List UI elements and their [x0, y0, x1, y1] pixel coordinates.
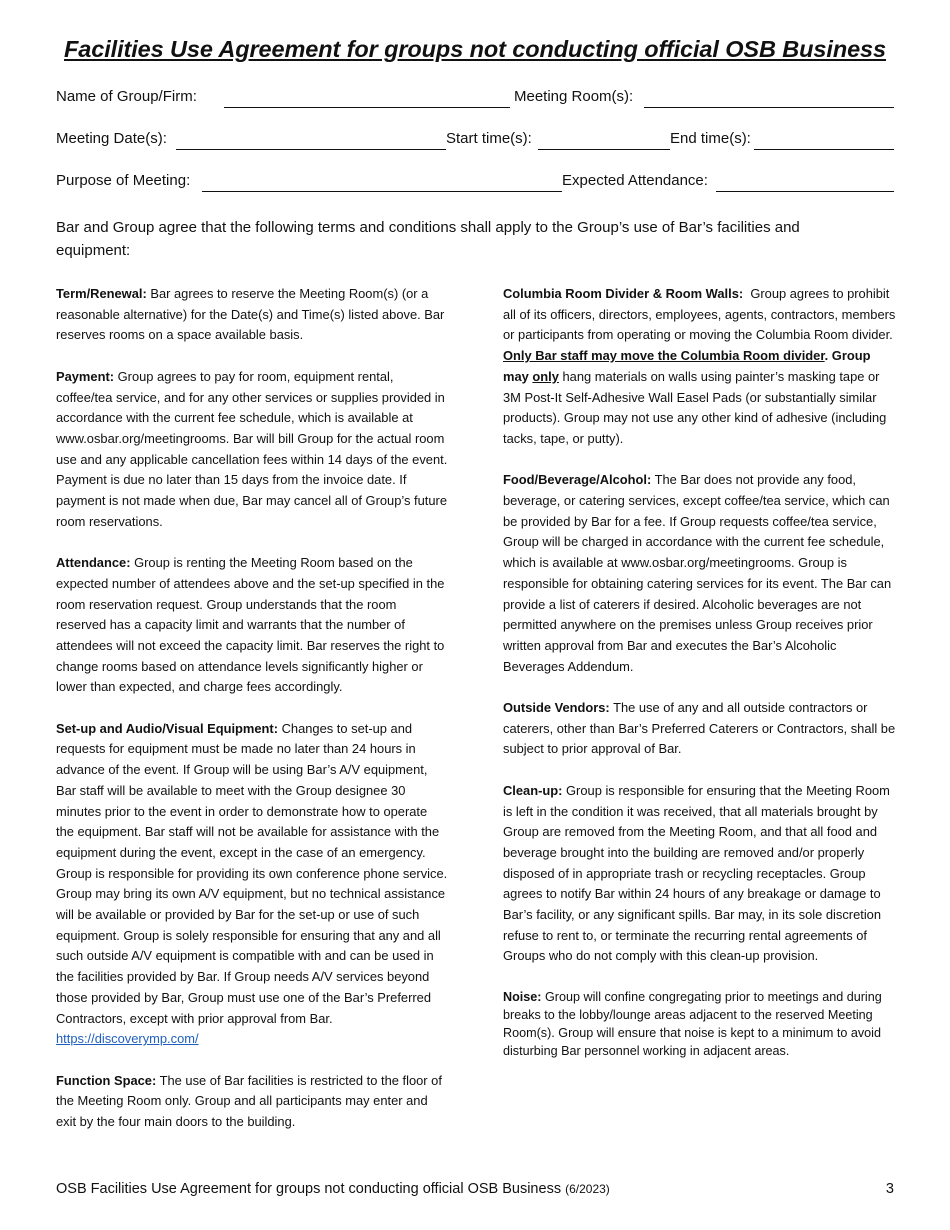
function-space-section	[56, 1071, 448, 1133]
attendance-section	[56, 553, 448, 698]
cleanup-section	[503, 781, 897, 967]
left-column	[56, 284, 448, 1153]
form-row-group	[56, 88, 894, 110]
term-renewal-section	[56, 284, 448, 346]
term-heading: Term/Renewal:	[56, 286, 147, 301]
form-row-dates	[56, 130, 894, 152]
food-heading: Food/Beverage/Alcohol:	[503, 472, 652, 488]
form-row-purpose	[56, 172, 894, 194]
purpose-label: Purpose of Meeting:	[56, 172, 191, 189]
meeting-rooms-label: Meeting Room(s):	[514, 88, 634, 105]
meeting-dates-label: Meeting Date(s):	[56, 130, 167, 147]
page-footer	[56, 1181, 894, 1197]
start-time-label: Start time(s):	[446, 130, 532, 147]
noise-heading: Noise:	[503, 989, 542, 1004]
end-time-label: End time(s):	[670, 130, 751, 147]
setup-heading: Set-up and Audio/Visual Equipment:	[56, 720, 279, 736]
discoverymp-link[interactable]: https://discoverymp.com/	[56, 1031, 199, 1047]
term-body: Bar agrees to reserve the Meeting Room(s) (or a reasonable alternative) for the Date(s) and Time(s) listed above. Bar reserves rooms on a space available basis.	[56, 286, 445, 343]
divider-section	[503, 284, 897, 450]
footer-date: (6/2023)	[565, 1182, 610, 1196]
payment-section	[56, 367, 448, 533]
expected-attendance-field[interactable]	[716, 191, 894, 192]
payment-body: Group agrees to pay for room, equipment rental, coffee/tea service, and for any other services or supplies provided in accordance with the current fee schedule, which is available at www.osbar.org/meetingrooms. Bar will bill Group for the actual room use and any applicable cancellation fees within 14 days of the event. Payment is due no later than 15 days from the invoice date. If payment is not made when due, Bar may cancel all of Group’s future room reservations.	[56, 368, 448, 529]
vendors-section	[503, 698, 897, 760]
end-time-field[interactable]	[754, 149, 894, 150]
function-space-body: The use of Bar facilities is restricted to the floor of the Meeting Room only. Group and all participants may enter and exit by the four main doors to the building.	[56, 1072, 442, 1130]
noise-body: Group will confine congregating prior to meetings and during breaks to the lobby/lounge areas adjacent to the reserved Meeting Room(s). Group will ensure that noise is kept to a minimum to avoid disturbing Bar personnel working in adjacent areas.	[503, 989, 882, 1058]
footer-text: OSB Facilities Use Agreement for groups not conducting official OSB Business	[56, 1181, 562, 1197]
divider-body-2: . Group may	[503, 348, 871, 384]
attendance-heading: Attendance:	[56, 555, 131, 571]
start-time-field[interactable]	[538, 149, 670, 150]
vendors-body: The use of any and all outside contractors or caterers, other than Bar’s Preferred Caterers or Contractors, shall be subject to prior approval of Bar.	[503, 700, 896, 757]
setup-av-section	[56, 719, 448, 1050]
noise-section	[503, 988, 897, 1060]
payment-heading: Payment:	[56, 368, 115, 384]
divider-emphasis-2: only	[532, 368, 559, 384]
meeting-dates-field[interactable]	[176, 149, 446, 150]
cleanup-body: Group is responsible for ensuring that the Meeting Room is left in the condition it was received, that all materials brought by Group are removed from the Meeting Room, and that all food and beverage brought into the building are removed and/or properly disposed of in appropriate trash or recycling receptacles. Group agrees to notify Bar within 24 hours of any breakage or damage to Bar’s facility, or any significant spills. Bar may, in its sole discretion refuse to rent to, or terminate the recurring rental agreements of Groups who do not comply with this clean-up provision.	[503, 782, 890, 964]
group-name-field[interactable]	[224, 107, 510, 108]
food-section	[503, 470, 897, 677]
divider-heading: Columbia Room Divider & Room Walls:	[503, 286, 744, 301]
right-column	[503, 284, 897, 1081]
group-name-label: Name of Group/Firm:	[56, 88, 197, 105]
intro-paragraph: Bar and Group agree that the following terms and conditions shall apply to the Group’s use of Bar’s facilities and equipment:	[56, 219, 800, 259]
expected-attendance-label: Expected Attendance:	[562, 172, 708, 189]
attendance-body: Group is renting the Meeting Room based on the expected number of attendees above and the set-up specified in the room reservation request. Group understands that the room reserved has a capacity limit and warrants that the number of attendees will not exceed the capacity limit. Bar reserves the right to change rooms based on attendance levels significantly higher or lower than expected, and charge fees accordingly.	[56, 555, 445, 695]
vendors-heading: Outside Vendors:	[503, 700, 610, 716]
page-number: 3	[885, 1181, 894, 1197]
cleanup-heading: Clean-up:	[503, 782, 563, 798]
divider-emphasis-1: Only Bar staff may move the Columbia Room divider	[503, 348, 825, 364]
divider-body-3: hang materials on walls using painter’s masking tape or 3M Post-It Self-Adhesive Wall Easel Pads (or substantially similar products). Group may not use any other kind of adhesive (including tacks, tape, or putty).	[503, 368, 887, 446]
meeting-rooms-field[interactable]	[644, 107, 894, 108]
divider-body-1: Group agrees to prohibit all of its officers, directors, employees, agents, contractors, members or participants from operating or moving the Columbia Room divider.	[503, 286, 896, 343]
page-title: Facilities Use Agreement for groups not conducting official OSB Business	[64, 36, 886, 62]
setup-body: Changes to set-up and requests for equipment must be made no later than 24 hours in advance of the event. If Group will be using Bar’s A/V equipment, Bar staff will be available to meet with the Group designee 30 minutes prior to the event in order to demonstrate how to operate the equipment. Bar staff will not be available for assistance with the equipment during the event, except in the case of an emergency. Group is responsible for providing its own conference phone service. Group may bring its own A/V equipment, but no technical assistance will be available or provided by Bar for the set-up or use of such equipment. Group is solely responsible for ensuring that any and all such outside A/V equipment is compatible with and can be used in the facilities provided by Bar. If Group needs A/V services beyond those provided by Bar, Group must use one of the Bar’s Preferred Contractors, except with prior approval from Bar.	[56, 720, 448, 1026]
function-space-heading: Function Space:	[56, 1072, 157, 1088]
purpose-field[interactable]	[202, 191, 562, 192]
food-body: The Bar does not provide any food, beverage, or catering services, except coffee/tea service, which can be provided by Bar for a fee. If Group requests coffee/tea service, Group will be charged in accordance with the current fee schedule, which is available at www.osbar.org/meetingrooms. Group is responsible for obtaining catering services for its event. The Bar can provide a list of caterers if desired. Alcoholic beverages are not permitted anywhere on the premises unless Group receives prior written approval from Bar and executes the Bar’s Alcoholic Beverages Addendum.	[503, 472, 892, 674]
